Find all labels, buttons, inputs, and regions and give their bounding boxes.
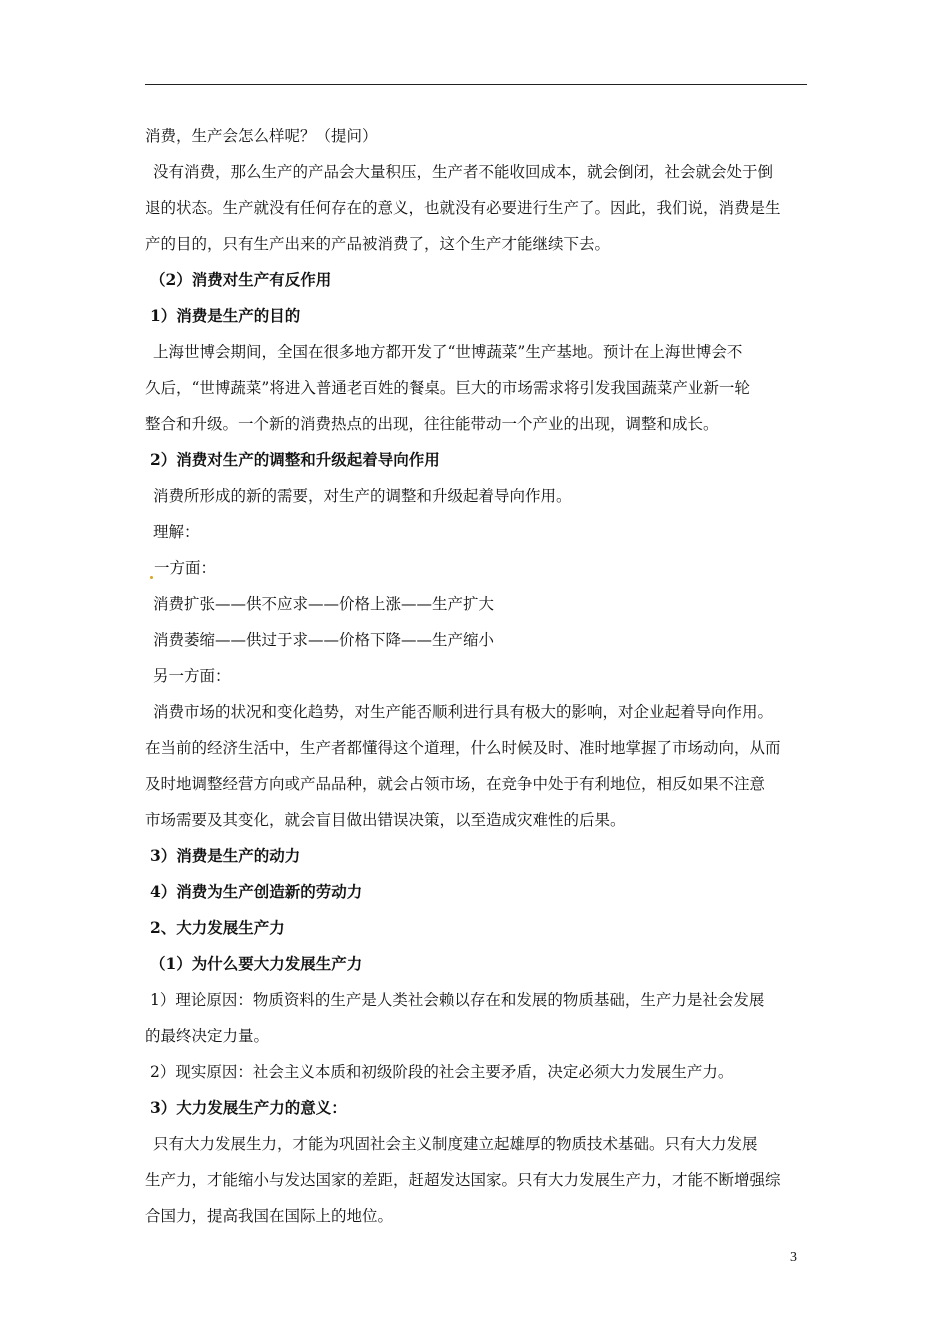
line-text: 1）消费是生产的目的 (150, 306, 301, 325)
line-text: 理解： (153, 523, 200, 541)
line-text: 2）消费对生产的调整和升级起着导向作用 (150, 450, 440, 469)
line-text: 一方面： (154, 559, 217, 577)
paragraph-line (145, 622, 807, 658)
line-text: 消费，生产会怎么样呢？（提问） (145, 127, 378, 145)
line-text: 生产力，才能缩小与发达国家的差距，赶超发达国家。只有大力发展生产力，才能不断增强综 (145, 1171, 781, 1189)
paragraph-line (145, 730, 807, 766)
line-text: 没有消费，那么生产的产品会大量积压，生产者不能收回成本，就会倒闭，社会就会处于倒 (153, 163, 774, 181)
line-text: 市场需要及其变化，就会盲目做出错误决策，以至造成灾难性的后果。 (145, 811, 626, 829)
paragraph-line (145, 550, 807, 586)
line-text: 在当前的经济生活中，生产者都懂得这个道理，什么时候及时、准时地掌握了市场动向，从而 (145, 739, 781, 757)
paragraph-line (145, 1018, 807, 1054)
line-text: 3）消费是生产的动力 (150, 846, 301, 865)
line-text: 消费所形成的新的需要，对生产的调整和升级起着导向作用。 (153, 487, 572, 505)
paragraph-line (145, 658, 807, 694)
section-heading (145, 838, 807, 874)
line-text: 4）消费为生产创造新的劳动力 (150, 882, 363, 901)
paragraph-line (145, 586, 807, 622)
paragraph-line (145, 694, 807, 730)
paragraph-line (145, 802, 807, 838)
line-text: （1）为什么要大力发展生产力 (150, 954, 363, 973)
section-heading (145, 298, 807, 334)
paragraph-line (145, 1198, 807, 1234)
paragraph-line (145, 370, 807, 406)
line-text: 3）大力发展生产力的意义： (150, 1098, 347, 1117)
line-text: 合国力，提高我国在国际上的地位。 (145, 1207, 394, 1225)
paragraph-line (145, 226, 807, 262)
line-text: 1）理论原因：物质资料的生产是人类社会赖以存在和发展的物质基础，生产力是社会发展 (150, 991, 765, 1009)
marker-dot-icon (150, 576, 153, 579)
section-heading (145, 262, 807, 298)
paragraph-line (145, 154, 807, 190)
section-heading (145, 1090, 807, 1126)
line-text: 上海世博会期间，全国在很多地方都开发了“世博蔬菜”生产基地。预计在上海世博会不 (153, 343, 743, 361)
paragraph-line (145, 982, 807, 1018)
page-number: 3 (790, 1250, 797, 1265)
line-text: 的最终决定力量。 (145, 1027, 270, 1045)
line-text: 产的目的，只有生产出来的产品被消费了，这个生产才能继续下去。 (145, 235, 611, 253)
paragraph-line (145, 334, 807, 370)
paragraph-line (145, 766, 807, 802)
line-text: 及时地调整经营方向或产品品种，就会占领市场，在竞争中处于有利地位，相反如果不注意 (145, 775, 766, 793)
section-heading (145, 946, 807, 982)
section-heading (145, 442, 807, 478)
paragraph-line (145, 514, 807, 550)
paragraph-line (145, 1162, 807, 1198)
line-text: 消费萎缩——供过于求——价格下降——生产缩小 (153, 631, 495, 649)
line-text: 整合和升级。一个新的消费热点的出现，往往能带动一个产业的出现，调整和成长。 (145, 415, 719, 433)
line-text: 消费市场的状况和变化趋势，对生产能否顺利进行具有极大的影响，对企业起着导向作用。 (153, 703, 774, 721)
paragraph-line (145, 118, 807, 154)
line-text: 久后，“世博蔬菜”将进入普通老百姓的餐桌。巨大的市场需求将引发我国蔬菜产业新一轮 (145, 379, 750, 397)
section-heading (145, 910, 807, 946)
line-text: 另一方面： (153, 667, 231, 685)
line-text: 退的状态。生产就没有任何存在的意义，也就没有必要进行生产了。因此，我们说，消费是生 (145, 199, 781, 217)
document-body (145, 118, 807, 1234)
paragraph-line (145, 406, 807, 442)
line-text: （2）消费对生产有反作用 (150, 270, 332, 289)
header-rule (145, 84, 807, 85)
line-text: 2）现实原因：社会主义本质和初级阶段的社会主要矛盾，决定必须大力发展生产力。 (150, 1063, 734, 1081)
paragraph-line (145, 190, 807, 226)
line-text: 2、大力发展生产力 (150, 918, 285, 937)
paragraph-line (145, 1126, 807, 1162)
paragraph-line (145, 478, 807, 514)
line-text: 只有大力发展生力，才能为巩固社会主义制度建立起雄厚的物质技术基础。只有大力发展 (153, 1135, 758, 1153)
section-heading (145, 874, 807, 910)
line-text: 消费扩张——供不应求——价格上涨——生产扩大 (153, 595, 495, 613)
paragraph-line (145, 1054, 807, 1090)
